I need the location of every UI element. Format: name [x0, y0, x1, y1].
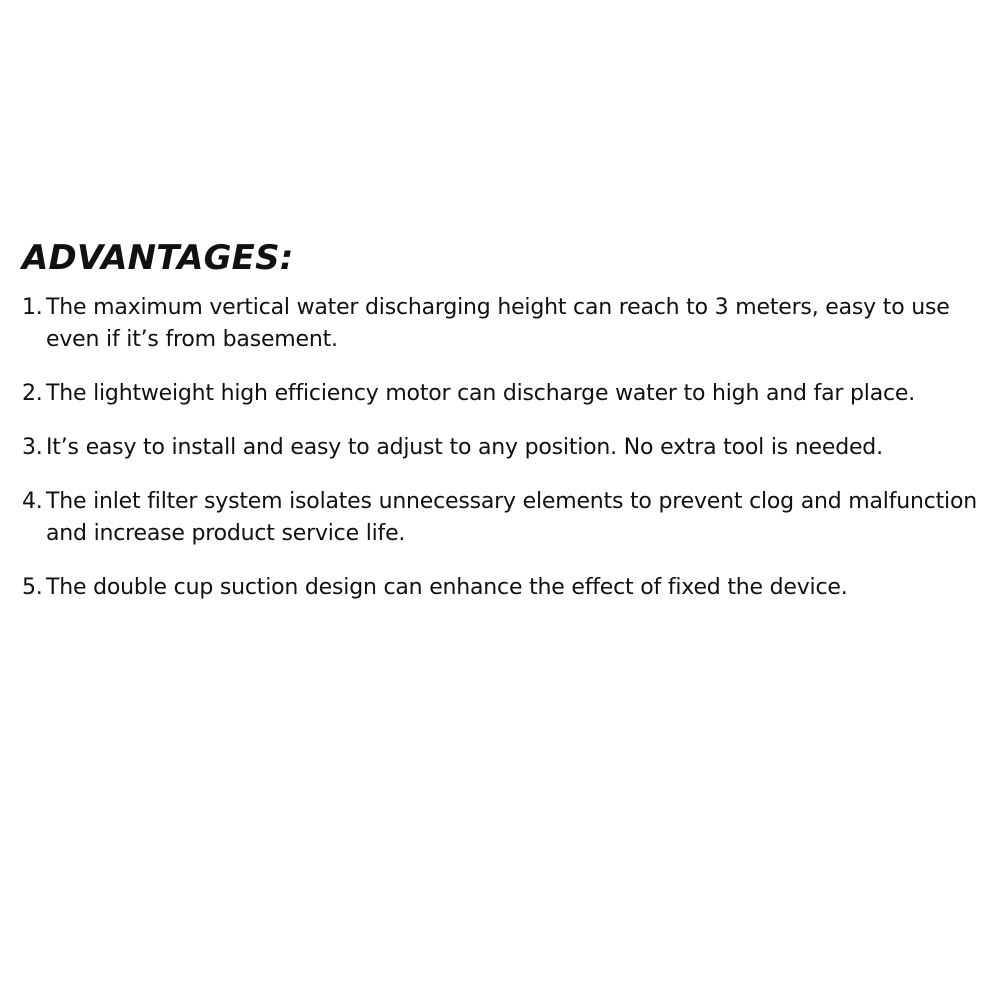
advantage-number: 3.: [22, 435, 43, 460]
advantage-number: 4.: [22, 489, 43, 514]
advantages-list: [22, 292, 992, 604]
advantage-item-2: [22, 378, 992, 410]
advantage-text: The lightweight high efficiency motor can discharge water to high and far place.: [46, 381, 916, 406]
advantage-text: The double cup suction design can enhance the effect of fixed the device.: [46, 575, 848, 600]
advantage-item-1: [22, 292, 992, 356]
advantages-section: [22, 236, 992, 626]
advantage-text: It’s easy to install and easy to adjust to any position. No extra tool is needed.: [46, 435, 883, 460]
advantage-item-5: [22, 572, 992, 604]
advantage-number: 1.: [22, 295, 43, 320]
advantage-item-3: [22, 432, 992, 464]
advantage-text: The inlet filter system isolates unnecessary elements to prevent clog and malfunction and increase product service life.: [46, 489, 977, 546]
advantage-number: 2.: [22, 381, 43, 406]
advantage-text: The maximum vertical water discharging height can reach to 3 meters, easy to use even if it’s from basement.: [46, 295, 950, 352]
advantage-item-4: [22, 486, 992, 550]
advantage-number: 5.: [22, 575, 43, 600]
advantages-heading: ADVANTAGES:: [22, 238, 294, 278]
